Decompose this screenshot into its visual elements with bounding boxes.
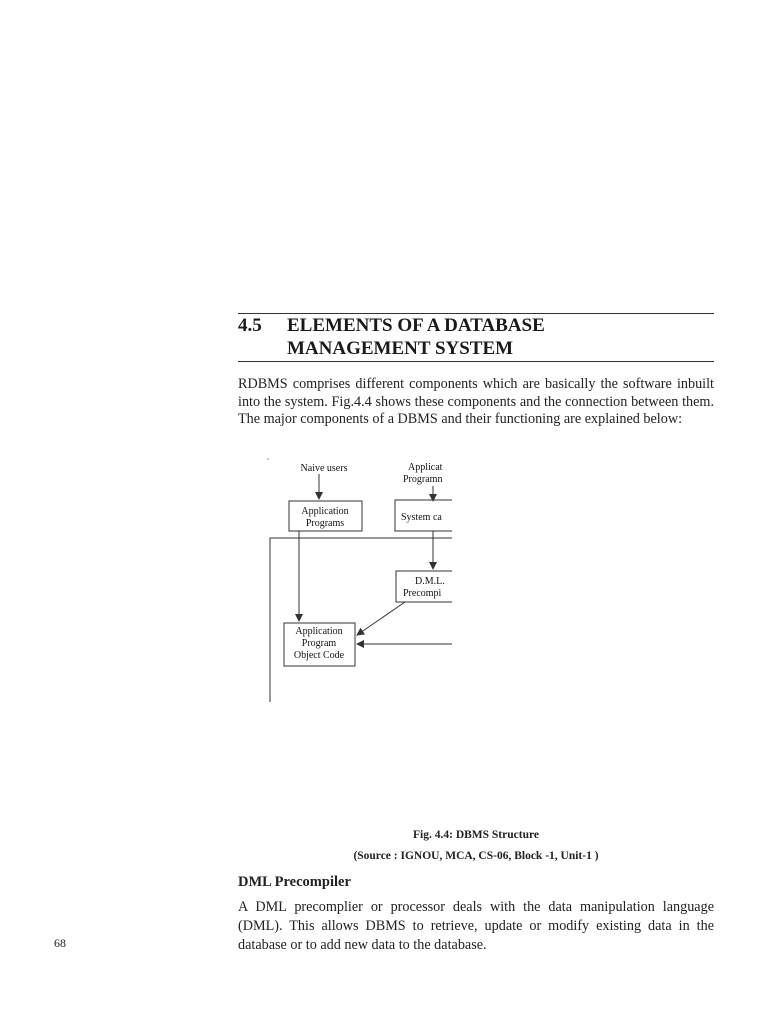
- dml-precompiler-label-2: Precompi: [403, 588, 442, 599]
- application-programs-label-1: Application: [301, 506, 349, 517]
- heading-bottom-rule: [238, 361, 714, 362]
- naive-users-label: Naive users: [300, 463, 348, 474]
- application-programs-label-2: Programs: [305, 518, 345, 529]
- dbms-structure-figure: [262, 452, 452, 708]
- section-number: 4.5: [238, 315, 262, 336]
- object-code-label-3: Object Code: [293, 650, 345, 661]
- section-title-line-2: MANAGEMENT SYSTEM: [287, 338, 514, 359]
- dml-precompiler-heading: DML Precompiler: [238, 874, 351, 890]
- object-code-label-1: Application: [295, 626, 343, 637]
- figure-source: (Source : IGNOU, MCA, CS-06, Block -1, Unit-1 ): [353, 850, 599, 862]
- app-programmers-label-bottom: Programn: [403, 474, 443, 485]
- arrow-dml-to-object-code: [357, 602, 405, 635]
- intro-paragraph: RDBMS comprises different components which are basically the software inbuilt into the system. Fig.4.4 shows these components and the connection between them. The major components of a DBMS and their functioning are explained below:: [238, 376, 714, 428]
- scan-dot: [267, 458, 268, 459]
- dbms-diagram: [262, 452, 452, 708]
- figure-caption: Fig. 4.4: DBMS Structure: [413, 829, 539, 841]
- section-title-line-1: ELEMENTS OF A DATABASE: [287, 315, 545, 336]
- dml-precompiler-label-1: D.M.L.: [415, 576, 445, 587]
- system-calls-label: System ca: [401, 512, 442, 523]
- page-number: 68: [54, 936, 66, 950]
- dml-precompiler-paragraph: A DML precomplier or processor deals with the data manipulation language (DML). This allows DBMS to retrieve, update or modify existing data in the database or to add new data to the database.: [238, 899, 714, 953]
- object-code-label-2: Program: [301, 638, 337, 649]
- dbms-boundary-line: [270, 538, 452, 702]
- app-programmers-label-top: Applicat: [408, 462, 443, 473]
